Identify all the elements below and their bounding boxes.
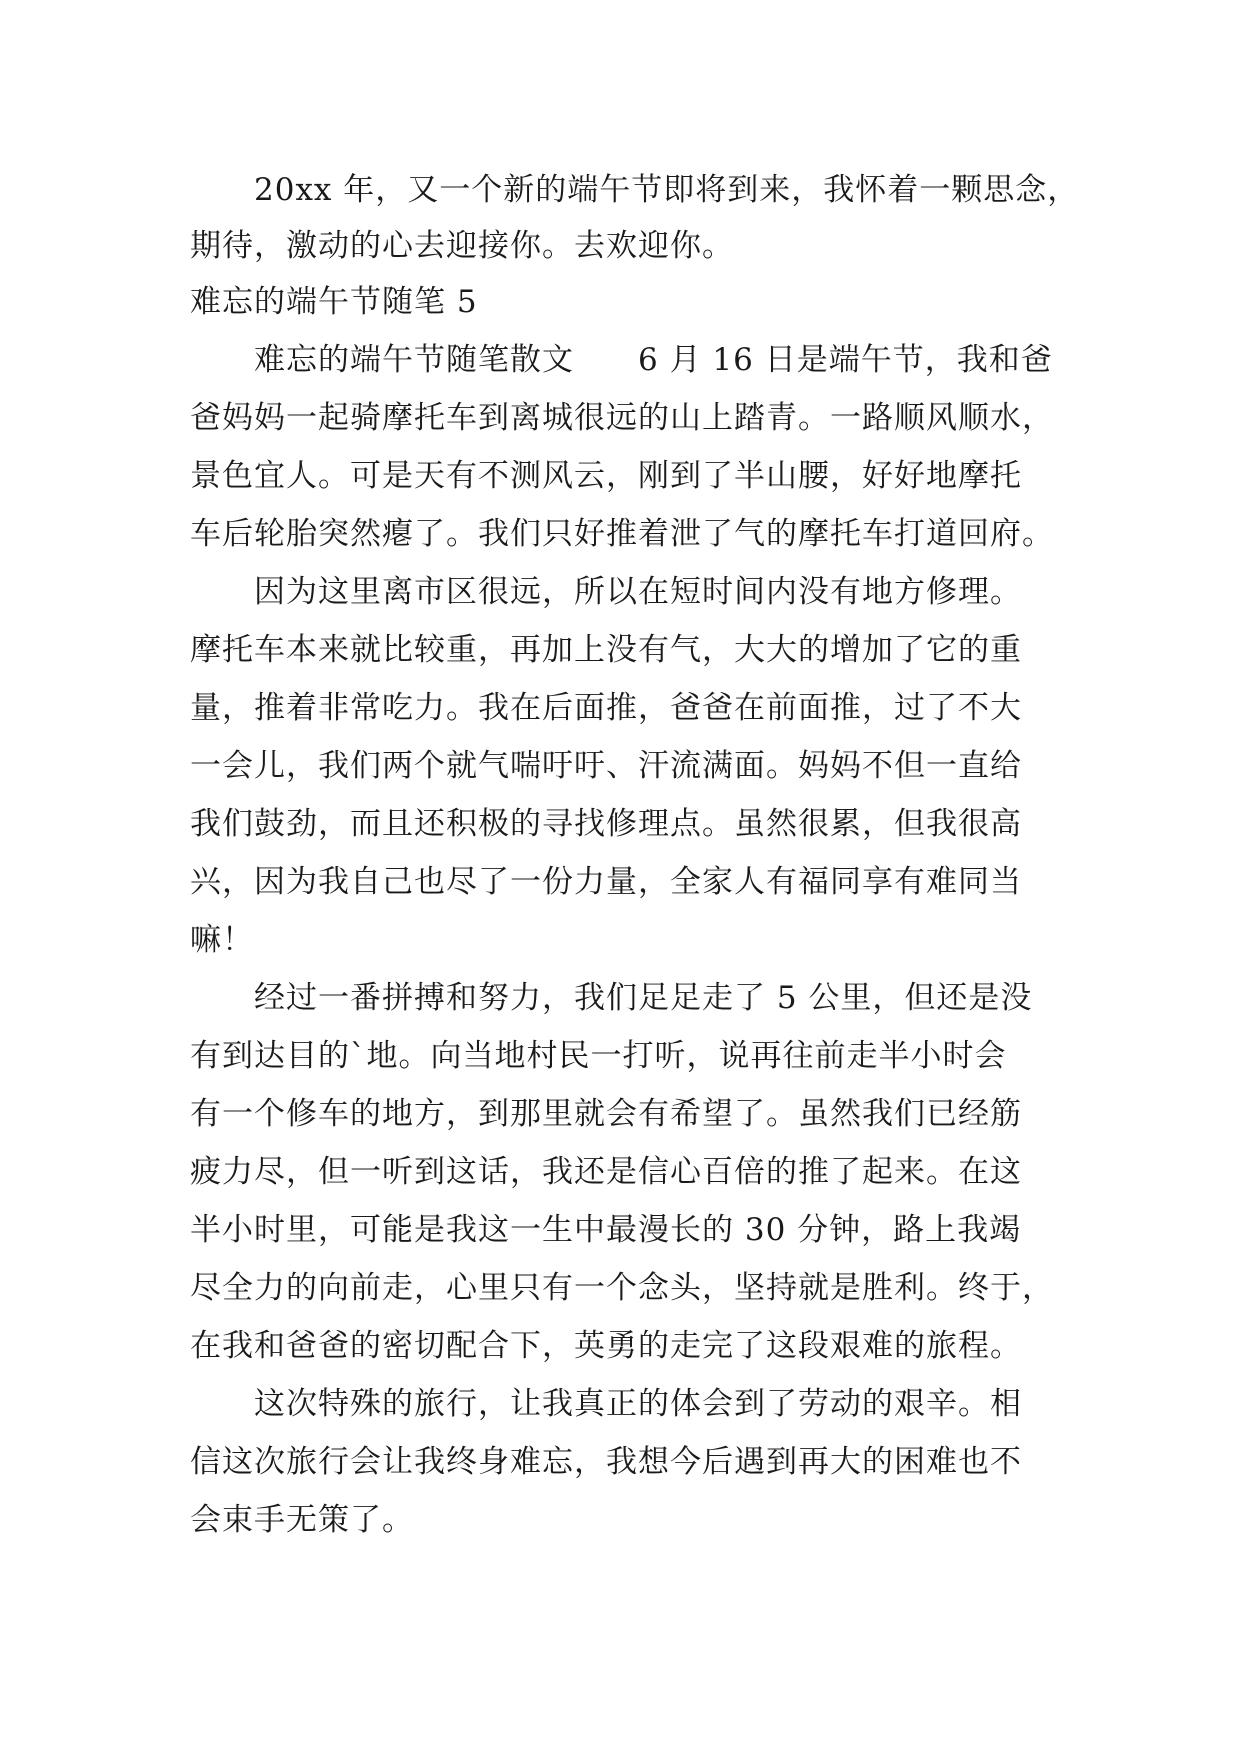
paragraph-line: 嘛！	[190, 922, 254, 958]
paragraph-line: 会束手无策了。	[190, 1502, 414, 1538]
paragraph-line: 我们鼓劲，而且还积极的寻找修理点。虽然很累，但我很高	[190, 806, 1022, 842]
paragraph-line: 有到达目的`地。向当地村民一打听，说再往前走半小时会	[190, 1038, 1007, 1074]
paragraph-line: 因为这里离市区很远，所以在短时间内没有地方修理。	[254, 574, 1022, 610]
paragraph-line: 信这次旅行会让我终身难忘，我想今后遇到再大的困难也不	[190, 1444, 1022, 1480]
paragraph-line: 半小时里，可能是我这一生中最漫长的 30 分钟，路上我竭	[190, 1212, 1022, 1248]
section-heading: 难忘的端午节随笔 5	[190, 284, 478, 320]
paragraph-line: 难忘的端午节随笔散文 6 月 16 日是端午节，我和爸	[254, 342, 1053, 378]
paragraph-line: 爸妈妈一起骑摩托车到离城很远的山上踏青。一路顺风顺水，	[190, 400, 1054, 436]
paragraph-line: 景色宜人。可是天有不测风云，刚到了半山腰，好好地摩托	[190, 458, 1022, 494]
intro-line: 期待，激动的心去迎接你。去欢迎你。	[190, 228, 734, 264]
paragraph-line: 经过一番拼搏和努力，我们足足走了 5 公里，但还是没	[254, 980, 1033, 1016]
paragraph-line: 尽全力的向前走，心里只有一个念头，坚持就是胜利。终于，	[190, 1270, 1054, 1306]
paragraph-line: 摩托车本来就比较重，再加上没有气，大大的增加了它的重	[190, 632, 1022, 668]
paragraph-line: 有一个修车的地方，到那里就会有希望了。虽然我们已经筋	[190, 1096, 1022, 1132]
paragraph-line: 车后轮胎突然瘪了。我们只好推着泄了气的摩托车打道回府。	[190, 516, 1054, 552]
paragraph-line: 兴，因为我自己也尽了一份力量，全家人有福同享有难同当	[190, 864, 1022, 900]
paragraph-line: 在我和爸爸的密切配合下，英勇的走完了这段艰难的旅程。	[190, 1328, 1022, 1364]
paragraph-line: 一会儿，我们两个就气喘吁吁、汗流满面。妈妈不但一直给	[190, 748, 1022, 784]
paragraph-line: 疲力尽，但一听到这话，我还是信心百倍的推了起来。在这	[190, 1154, 1022, 1190]
paragraph-line: 这次特殊的旅行，让我真正的体会到了劳动的艰辛。相	[254, 1386, 1022, 1422]
intro-line: 20xx 年，又一个新的端午节即将到来，我怀着一颗思念，	[254, 172, 1080, 208]
paragraph-line: 量，推着非常吃力。我在后面推，爸爸在前面推，过了不大	[190, 690, 1022, 726]
